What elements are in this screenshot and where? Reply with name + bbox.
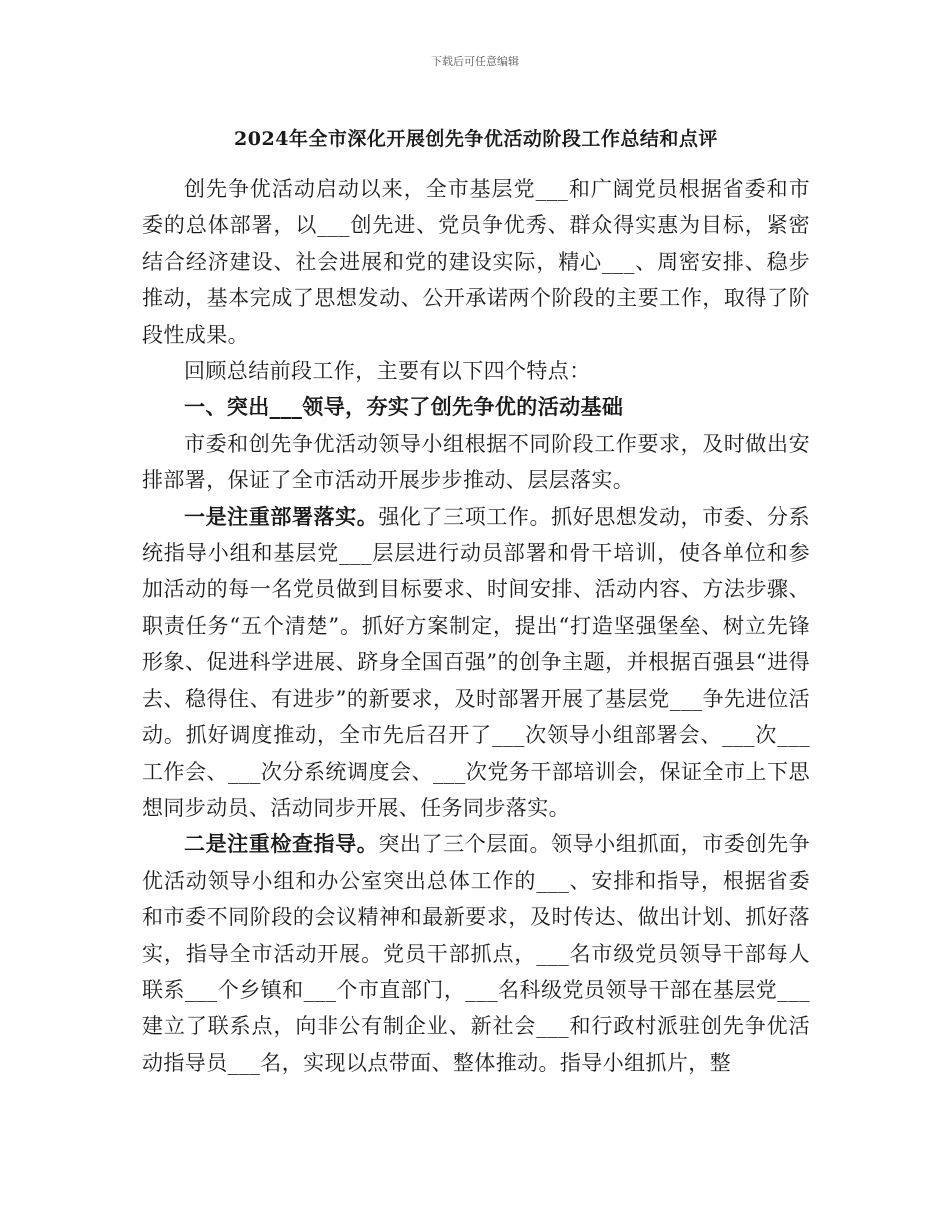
point-1-lead: 一是注重部署落实。 — [184, 503, 379, 529]
point-1-text: 强化了三项工作。抓好思想发动，市委、分系统指导小组和基层党___层层进行动员部署和骨干培训，使各单位和参加活动的每一名党员做到目标要求、时间安排、活动内容、方法步骤、职责任务“五个清楚”。抓好方案制定，提出“打造坚强堡垒、树立先锋形象、促进科学进展、跻身全国百强”的创争主题，并根据百强县“进得去、稳得住、有进步”的新要求，及时部署开展了基层党___争先进位活动。抓好调度推动，全市先后召开了___次领导小组部署会、___次___工作会、___次分系统调度会、___次党务干部培训会，保证全市上下思想同步动员、活动同步开展、任务同步落实。 — [142, 504, 810, 820]
paragraph-point-2 — [142, 826, 810, 1081]
section-heading-1: 一、突出___领导，夯实了创先争优的活动基础 — [184, 394, 624, 420]
header-note: 下载后可任意编辑 — [431, 55, 519, 68]
document-title: 2024年全市深化开展创先争优活动阶段工作总结和点评 — [234, 128, 718, 150]
document-body — [142, 171, 810, 1081]
point-2-lead: 二是注重检查指导。 — [184, 831, 379, 857]
paragraph-point-1 — [142, 499, 810, 827]
point-2-text: 突出了三个层面。领导小组抓面，市委创先争优活动领导小组和办公室突出总体工作的___、安排和指导，根据省委和市委不同阶段的会议精神和最新要求，及时传达、做出计划、抓好落实，指导全市活动开展。党员干部抓点，___名市级党员领导干部每人联系___个乡镇和___个市直部门，___名科级党员领导干部在基层党___建立了联系点，向非公有制企业、新社会___和行政村派驻创先争优活动指导员___名，实现以点带面、整体推动。指导小组抓片，整 — [142, 832, 810, 1075]
paragraph-summary: 回顾总结前段工作，主要有以下四个特点： — [184, 359, 591, 384]
paragraph-section-1: 市委和创先争优活动领导小组根据不同阶段工作要求，及时做出安排部署，保证了全市活动开展步步推动、层层落实。 — [142, 431, 810, 493]
paragraph-intro: 创先争优活动启动以来，全市基层党___和广阔党员根据省委和市委的总体部署，以___创先进、党员争优秀、群众得实惠为目标，紧密结合经济建设、社会进展和党的建设实际，精心___、周密安排、稳步推动，基本完成了思想发动、公开承诺两个阶段的主要工作，取得了阶段性成果。 — [142, 177, 810, 347]
